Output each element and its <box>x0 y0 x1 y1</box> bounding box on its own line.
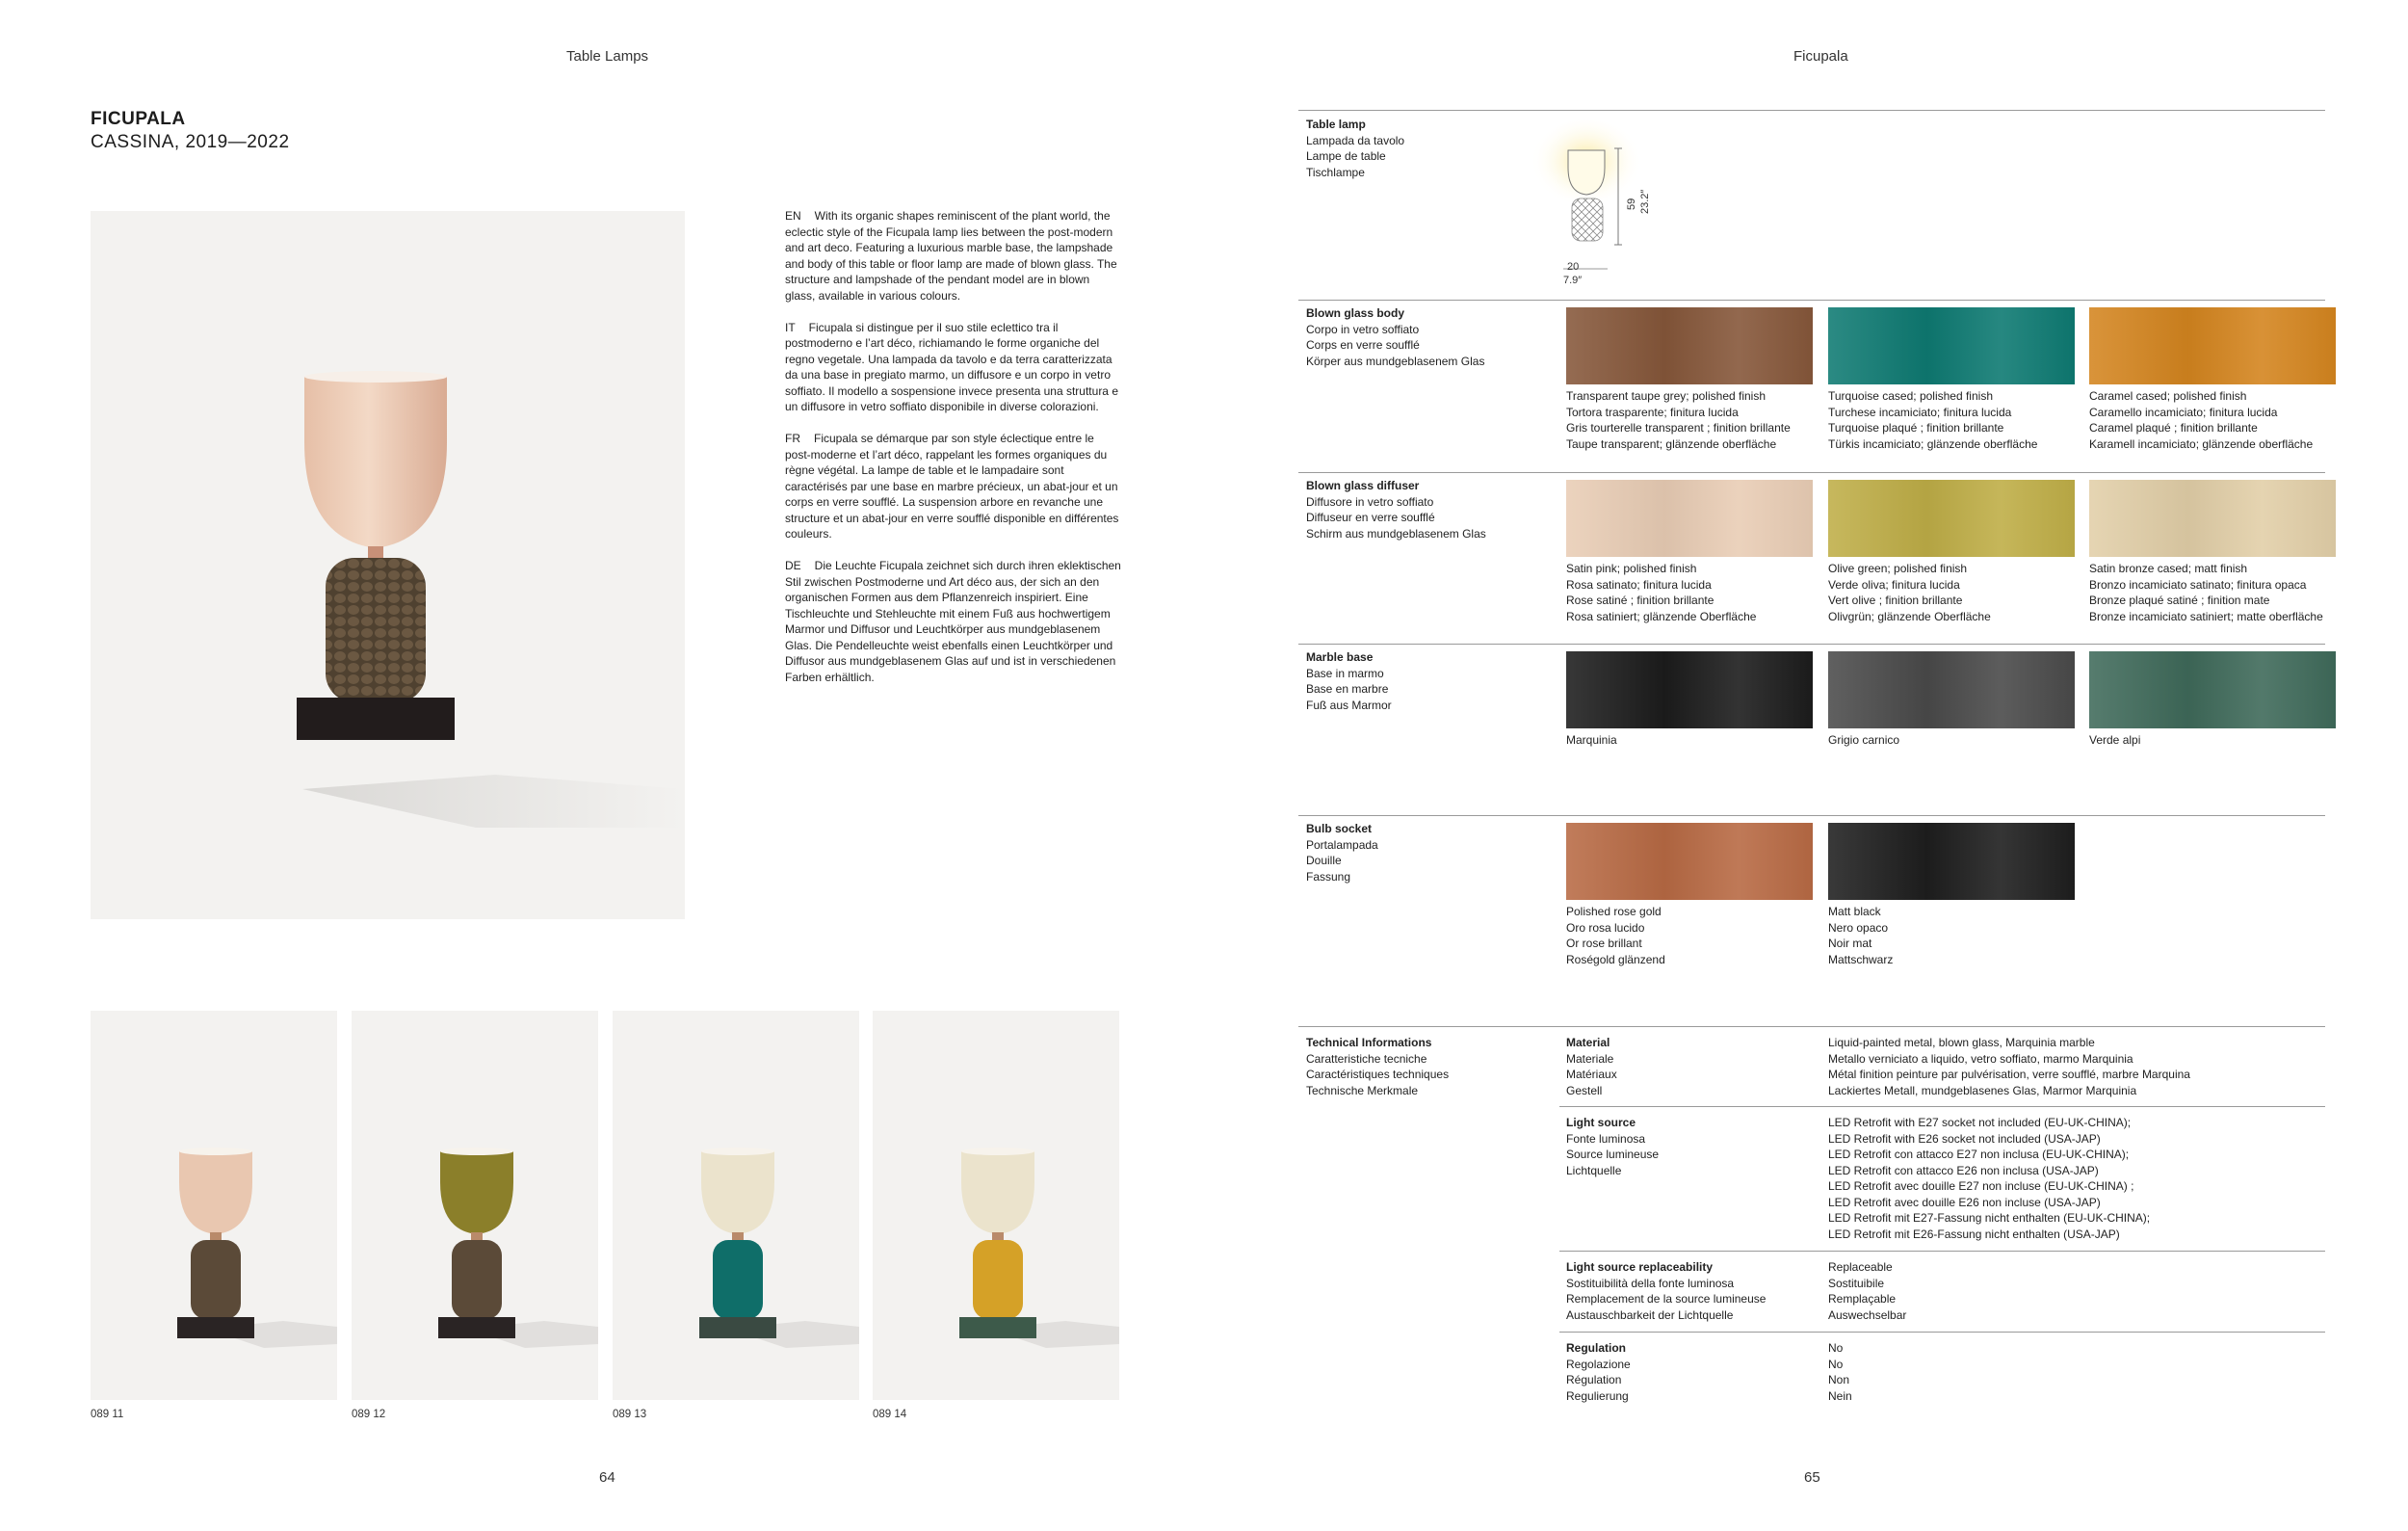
rule <box>1298 644 2325 645</box>
width-in-label: 7.9″ <box>1563 275 1583 286</box>
variant-photo <box>873 1011 1119 1400</box>
option-group-labels <box>1306 649 1392 713</box>
swatch-caption-line: Marquinia <box>1566 733 1617 747</box>
language-code: DE <box>785 559 801 572</box>
tech-value-line: LED Retrofit mit E27-Fassung nicht enthalten (EU-UK-CHINA); <box>1828 1211 2151 1225</box>
color-swatch <box>1828 480 2075 557</box>
language-code: IT <box>785 320 796 334</box>
swatch-caption-line: Bronze plaqué satiné ; finition mate <box>2089 594 2270 607</box>
swatch-caption-line: Turquoise cased; polished finish <box>1828 389 1993 403</box>
swatch-caption <box>1566 732 1617 749</box>
option-label: Blown glass body <box>1306 306 1405 320</box>
swatch-caption-line: Oro rosa lucido <box>1566 920 1645 935</box>
tech-value-line: Auswechselbar <box>1828 1307 1907 1322</box>
tech-row-value <box>1828 1259 1906 1323</box>
tech-value-line: LED Retrofit mit E26-Fassung nicht enthalten (USA-JAP) <box>1828 1227 2120 1241</box>
color-swatch <box>1566 651 1813 728</box>
option-label: Portalampada <box>1306 837 1378 852</box>
swatch-caption-line: Turquoise plaqué ; finition brillante <box>1828 421 2004 435</box>
tech-value-line: Remplaçable <box>1828 1292 1897 1306</box>
description-paragraph-it <box>785 320 1122 415</box>
tech-value-line: Métal finition peinture par pulvérisation, verre soufflé, marbre Marquina <box>1828 1068 2190 1081</box>
product-subtitle: CASSINA, 2019—2022 <box>91 132 290 152</box>
tech-row-value <box>1828 1035 2190 1098</box>
tech-row-name <box>1566 1035 1617 1098</box>
color-swatch <box>2089 480 2336 557</box>
color-swatch <box>1828 307 2075 384</box>
height-in-label: 23.2″ <box>1639 189 1651 214</box>
swatch-caption-line: Matt black <box>1828 905 1881 918</box>
variant-code: 089 11 <box>91 1409 124 1420</box>
swatch-caption-line: Taupe transparent; glänzende oberfläche <box>1566 436 1777 451</box>
technical-labels: Technical Informations Caratteristiche tecniche Caractéristiques techniques Technische Merkmale <box>1306 1036 1450 1097</box>
swatch-caption-line: Transparent taupe grey; polished finish <box>1566 389 1767 403</box>
swatch-caption <box>1566 904 1665 967</box>
tech-name-line: Light source replaceability <box>1566 1260 1714 1274</box>
option-label: Corpo in vetro soffiato <box>1306 322 1420 336</box>
option-label: Base in marmo <box>1306 666 1384 680</box>
rule <box>1298 110 2325 111</box>
tech-value-line: LED Retrofit con attacco E27 non inclusa (EU-UK-CHINA); <box>1828 1148 2130 1161</box>
tech-value-line: LED Retrofit avec douille E26 non incluse (USA-JAP) <box>1828 1195 2101 1209</box>
swatch-caption-line: Rose satiné ; finition brillante <box>1566 594 1714 607</box>
swatch-caption <box>2089 388 2313 452</box>
tech-name-line: Régulation <box>1566 1373 1622 1386</box>
tech-row-name <box>1566 1259 1766 1323</box>
page-number-left: 64 <box>599 1469 615 1486</box>
tech-value-line: Replaceable <box>1828 1260 1893 1274</box>
rule <box>1298 300 2325 301</box>
tech-value-line: LED Retrofit avec douille E27 non incluse (EU-UK-CHINA) ; <box>1828 1179 2134 1193</box>
lamp-illustration <box>91 211 685 919</box>
option-label: Diffusore in vetro soffiato <box>1306 494 1434 509</box>
variant-photo <box>91 1011 337 1400</box>
swatch-caption <box>1828 904 1893 967</box>
tech-value-line: No <box>1828 1357 1844 1371</box>
option-label: Douille <box>1306 854 1342 867</box>
swatch-caption-line: Nero opaco <box>1828 920 1889 935</box>
variant-code: 089 12 <box>352 1409 386 1420</box>
rule <box>1298 472 2325 473</box>
swatch-caption-line: Caramel plaqué ; finition brillante <box>2089 421 2258 435</box>
running-head-left: Table Lamps <box>566 48 649 65</box>
option-label: Corps en verre soufflé <box>1306 338 1420 352</box>
option-label: Körper aus mundgeblasenem Glas <box>1306 354 1485 368</box>
tech-name-line: Source lumineuse <box>1566 1148 1660 1161</box>
swatch-caption-line: Bronze incamiciato satiniert; matte oberfläche <box>2089 609 2323 623</box>
variant-photo <box>352 1011 598 1400</box>
tech-value-line: LED Retrofit with E27 socket not included (EU-UK-CHINA); <box>1828 1116 2132 1129</box>
tech-row-name <box>1566 1340 1631 1404</box>
tech-value-line: No <box>1828 1341 1844 1355</box>
description-paragraph-en <box>785 208 1122 304</box>
color-swatch <box>1566 480 1813 557</box>
product-title: FICUPALA <box>91 109 186 129</box>
swatch-caption-line: Or rose brillant <box>1566 937 1642 950</box>
swatch-caption-line: Karamell incamiciato; glänzende oberfläche <box>2089 436 2314 451</box>
swatch-caption <box>2089 561 2323 624</box>
rule <box>1559 1106 2325 1107</box>
swatch-caption-line: Grigio carnico <box>1828 733 1900 747</box>
variant-code: 089 13 <box>613 1409 647 1420</box>
tech-value-line: Sostituibile <box>1828 1276 1885 1290</box>
language-code: FR <box>785 432 800 445</box>
swatch-caption <box>1566 388 1791 452</box>
tech-name-line: Light source <box>1566 1116 1636 1129</box>
tech-name-line: Fonte luminosa <box>1566 1131 1646 1146</box>
tech-name-line: Regulierung <box>1566 1388 1629 1403</box>
tech-name-line: Sostituibilità della fonte luminosa <box>1566 1276 1735 1290</box>
swatch-caption-line: Satin pink; polished finish <box>1566 562 1697 575</box>
tech-row-value <box>1828 1340 1852 1404</box>
swatch-caption-line: Tortora trasparente; finitura lucida <box>1566 405 1739 419</box>
option-group-labels <box>1306 478 1486 541</box>
tech-row-value <box>1828 1115 2150 1242</box>
description-text: With its organic shapes reminiscent of the plant world, the eclectic style of the Ficupala lamp lies between the post-modern and art deco. Featuring a luxurious marble base, the lampshade and body of this table or floor lamp are made of blown glass. The structure and lampshade of the pendant model are in blown glass, available in various colours. <box>785 209 1117 303</box>
swatch-caption-line: Bronzo incamiciato satinato; finitura opaca <box>2089 577 2307 592</box>
tech-name-line: Austauschbarkeit der Lichtquelle <box>1566 1307 1734 1322</box>
height-cm-label: 59 <box>1626 198 1637 210</box>
description-paragraph-fr <box>785 431 1122 542</box>
swatch-caption-line: Turchese incamiciato; finitura lucida <box>1828 405 2012 419</box>
tech-value-line: Lackiertes Metall, mundgeblasenes Glas, Marmor Marquinia <box>1828 1083 2137 1097</box>
page-number-right: 65 <box>1804 1469 1820 1486</box>
swatch-caption-line: Verde oliva; finitura lucida <box>1828 577 1960 592</box>
running-head-right: Ficupala <box>1793 48 1848 65</box>
option-label: Fuß aus Marmor <box>1306 698 1392 712</box>
swatch-caption-line: Caramel cased; polished finish <box>2089 389 2247 403</box>
swatch-caption-line: Vert olive ; finition brillante <box>1828 594 1963 607</box>
description-block <box>785 208 1122 701</box>
color-swatch <box>1828 651 2075 728</box>
tech-name-line: Matériaux <box>1566 1068 1617 1081</box>
tech-value-line: Metallo verniciato a liquido, vetro soffiato, marmo Marquinia <box>1828 1051 2133 1066</box>
swatch-caption-line: Mattschwarz <box>1828 952 1894 966</box>
swatch-caption-line: Satin bronze cased; matt finish <box>2089 562 2248 575</box>
variant-code: 089 14 <box>873 1409 907 1420</box>
tech-name-line: Lichtquelle <box>1566 1163 1622 1177</box>
option-label: Diffuseur en verre soufflé <box>1306 511 1435 524</box>
swatch-caption <box>1828 561 1991 624</box>
swatch-caption-line: Caramello incamiciato; finitura lucida <box>2089 405 2278 419</box>
option-label: Schirm aus mundgeblasenem Glas <box>1306 526 1486 541</box>
rule <box>1298 1026 2325 1027</box>
option-label: Blown glass diffuser <box>1306 479 1420 492</box>
swatch-caption-line: Verde alpi <box>2089 733 2141 747</box>
tech-name-line: Regulation <box>1566 1341 1626 1355</box>
description-text: Ficupala se démarque par son style éclectique entre le post-moderne et l’art déco, rappelant les formes organiques du règne végétal. La lampe de table et le lampadaire sont caractérisés par une base en marbre précieux, un abat-jour et un corps en verre soufflé. La suspension arbore en revanche une structure et un abat-jour en verre soufflé disponible en différentes couleurs. <box>785 432 1119 541</box>
tech-row-name <box>1566 1115 1659 1178</box>
rule <box>1559 1251 2325 1252</box>
option-group-labels <box>1306 305 1484 369</box>
description-text: Die Leuchte Ficupala zeichnet sich durch ihren eklektischen Stil zwischen Postmoderne und Art déco aus, der sich an den organischen Formen aus dem Pflanzenreich inspiriert. Eine Tischleuchte und Stehleuchte mit einem Fuß aus hochwertigem Marmor und Diffusor und Leuchtkörper aus mundgeblasenem Glas. Die Pendelleuchte weist ebenfalls einen Leuchtkörper und Diffusor aus mundgeblasenem Glas auf und ist in verschiedenen Farben erhältlich. <box>785 559 1121 684</box>
width-cm-label: 20 <box>1567 261 1580 273</box>
color-swatch <box>1828 823 2075 900</box>
description-text: Ficupala si distingue per il suo stile eclettico tra il postmoderno e l’art déco, richiamando le forme organiche del regno vegetale. Una lampada da tavolo e da terra caratterizzata da una base in pregiato marmo, un diffusore e un corpo in vetro soffiato. Il modello a sospensione invece presenta una struttura e un diffusore in vetro soffiato disponibile in diverse colorazioni. <box>785 320 1118 413</box>
swatch-caption <box>1828 388 2037 452</box>
swatch-caption-line: Noir mat <box>1828 937 1872 950</box>
tech-value-line: LED Retrofit con attacco E26 non inclusa (USA-JAP) <box>1828 1163 2099 1177</box>
option-label: Marble base <box>1306 650 1374 664</box>
swatch-caption-line: Polished rose gold <box>1566 905 1662 918</box>
swatch-caption-line: Olivgrün; glänzende Oberfläche <box>1828 609 1991 623</box>
swatch-caption <box>1566 561 1756 624</box>
tech-name-line: Material <box>1566 1036 1610 1049</box>
option-label: Bulb socket <box>1306 822 1373 835</box>
swatch-caption <box>2089 732 2140 749</box>
option-label: Fassung <box>1306 869 1351 884</box>
rule <box>1559 1332 2325 1333</box>
option-label: Base en marbre <box>1306 682 1389 696</box>
description-paragraph-de <box>785 558 1122 685</box>
color-swatch <box>1566 307 1813 384</box>
table-lamp-labels: Table lamp Lampada da tavolo Lampe de table Tischlampe <box>1306 118 1405 179</box>
swatch-caption <box>1828 732 1899 749</box>
swatch-caption-line: Türkis incamiciato; glänzende oberfläche <box>1828 436 2038 451</box>
main-product-photo <box>91 211 685 919</box>
swatch-caption-line: Olive green; polished finish <box>1828 562 1968 575</box>
color-swatch <box>1566 823 1813 900</box>
tech-name-line: Regolazione <box>1566 1357 1631 1371</box>
swatch-caption-line: Rosa satiniert; glänzende Oberfläche <box>1566 609 1757 623</box>
tech-name-line: Remplacement de la source lumineuse <box>1566 1292 1767 1306</box>
option-group-labels <box>1306 821 1378 884</box>
tech-value-line: LED Retrofit with E26 socket not included (USA-JAP) <box>1828 1131 2101 1146</box>
tech-name-line: Gestell <box>1566 1083 1603 1097</box>
tech-name-line: Materiale <box>1566 1051 1614 1066</box>
color-swatch <box>2089 307 2336 384</box>
swatch-caption-line: Gris tourterelle transparent ; finition brillante <box>1566 421 1791 435</box>
color-swatch <box>2089 651 2336 728</box>
tech-value-line: Liquid-painted metal, blown glass, Marquinia marble <box>1828 1036 2095 1049</box>
swatch-caption-line: Rosa satinato; finitura lucida <box>1566 577 1712 592</box>
tech-value-line: Non <box>1828 1373 1850 1386</box>
rule <box>1298 815 2325 816</box>
tech-value-line: Nein <box>1828 1388 1852 1403</box>
language-code: EN <box>785 209 801 223</box>
swatch-caption-line: Roségold glänzend <box>1566 952 1665 966</box>
variant-photo <box>613 1011 859 1400</box>
